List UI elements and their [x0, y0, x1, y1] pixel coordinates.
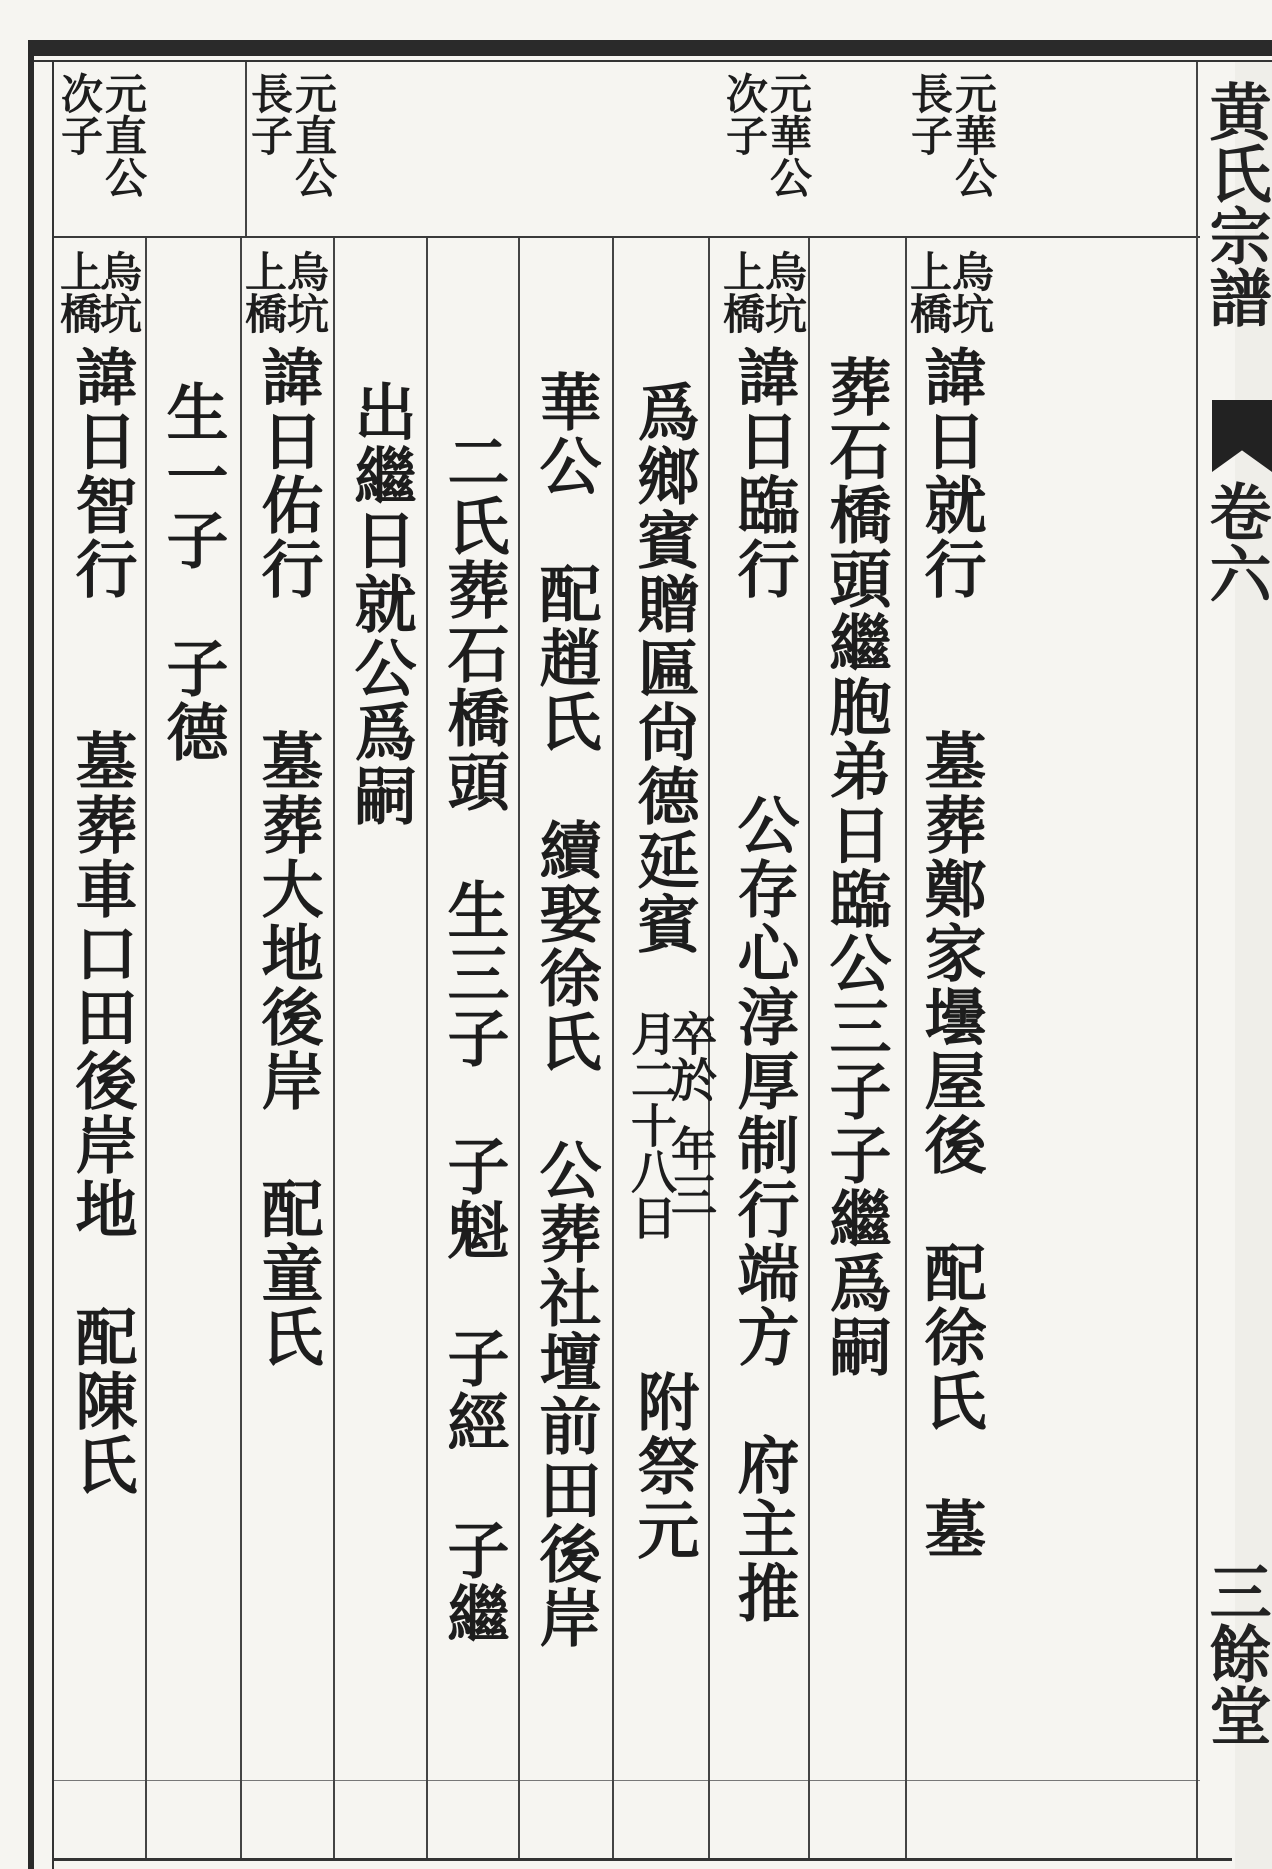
- place-name-sub: 上橋: [717, 250, 766, 334]
- place-name: 烏坑: [94, 250, 143, 334]
- header-father: 元華公: [949, 72, 998, 198]
- column-divider: [905, 238, 907, 1858]
- place-name: 烏坑: [759, 250, 808, 334]
- header-father: 元直公: [99, 72, 148, 198]
- column-divider: [808, 238, 810, 1858]
- entry-text: 二氏葬石橋頭 生三子 子魁 子經 子繼: [437, 430, 510, 1646]
- entry-text: 爲鄉賓贈匾尙德延賓: [627, 380, 700, 956]
- column-divider: [426, 238, 428, 1858]
- column-divider: [333, 238, 335, 1858]
- entry-text: 葬石橋頭繼胞弟日臨公三子子繼爲嗣: [819, 355, 892, 1379]
- header-divider: [54, 236, 1200, 238]
- margin-divider: [1196, 62, 1198, 1858]
- place-name-sub: 上橋: [239, 250, 288, 334]
- header-rank: 次子: [55, 72, 104, 156]
- header-rank: 長子: [245, 72, 294, 156]
- entry-text: 諱日就行 墓葬鄭家壜屋後 配徐氏 墓: [914, 345, 987, 1561]
- column-divider: [612, 238, 614, 1858]
- entry-text: 諱日智行 墓葬車口田後岸地 配陳氏: [65, 345, 138, 1497]
- entry-text: 諱日臨行 公存心淳厚制行端方 府主推: [727, 345, 800, 1625]
- place-name-sub: 上橋: [54, 250, 103, 334]
- top-border-inner: [28, 60, 1272, 62]
- bottom-rule: [54, 1780, 1200, 1781]
- place-name: 烏坑: [946, 250, 995, 334]
- column-divider: [518, 238, 520, 1858]
- hall-name: 三餘堂: [1199, 1560, 1272, 1746]
- header-father: 元直公: [289, 72, 338, 198]
- header-rank: 長子: [905, 72, 954, 156]
- entry-text: 諱日佑行 墓葬大地後岸 配童氏: [251, 345, 324, 1369]
- place-name-sub: 上橋: [904, 250, 953, 334]
- entry-text: 華公 配趙氏 續娶徐氏 公葬社壇前田後岸: [529, 370, 602, 1650]
- bottom-border: [52, 1858, 1232, 1861]
- death-date-line3: 月二十八日: [624, 1010, 678, 1240]
- header-rank: 次子: [720, 72, 769, 156]
- book-title: 黄氏宗譜: [1199, 80, 1272, 328]
- entry-text-tail: 附祭元: [627, 1370, 700, 1562]
- column-divider: [145, 238, 147, 1858]
- column-divider: [240, 238, 242, 1858]
- place-name: 烏坑: [281, 250, 330, 334]
- left-border: [28, 40, 34, 1869]
- death-date-line1: 卒於: [664, 1010, 718, 1102]
- entry-text: 生一子 子德: [156, 380, 229, 764]
- entry-text: 出繼日就公爲嗣: [344, 380, 417, 828]
- volume-label: 卷六: [1199, 480, 1272, 604]
- header-father: 元華公: [764, 72, 813, 198]
- death-date-line2: 年三: [664, 1125, 718, 1217]
- top-border: [28, 40, 1272, 56]
